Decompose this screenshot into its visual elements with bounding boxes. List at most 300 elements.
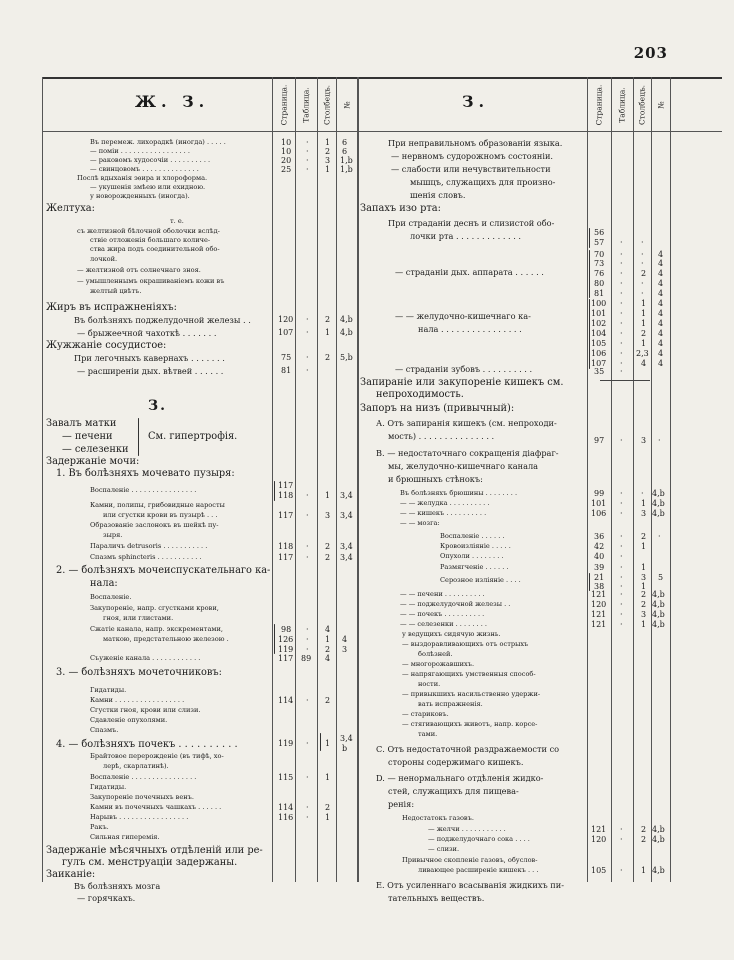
- right-number-cell: 105: [591, 339, 607, 348]
- left-line: Сжатіе канала, напр. экскрементами,: [90, 625, 223, 633]
- left-line: Брайтовое перерожденіе (въ тифѣ, хо-: [90, 752, 224, 760]
- brace-seroznoe: [589, 573, 590, 591]
- right-number-cell: 5: [658, 573, 664, 582]
- left-number-cell: 114: [278, 696, 294, 705]
- brace-desny: [589, 228, 590, 248]
- right-line: Въ болѣзняхъ брюшины . . . . . . . .: [400, 489, 518, 497]
- left-line: гулъ см. менструаціи задержаны.: [62, 857, 238, 868]
- left-header-title: Ж. З.: [135, 92, 210, 111]
- right-number-cell: 3: [641, 509, 647, 518]
- left-number-cell: 20: [281, 156, 292, 165]
- right-line: — поджелудочнаго сока . . . .: [428, 835, 530, 843]
- right-line: Запоръ на низъ (привычный):: [360, 403, 515, 414]
- left-line: — печени: [62, 431, 113, 442]
- left-line: Закупореніе, напр. сгустками крови,: [90, 604, 219, 612]
- right-number-cell: 4,b: [652, 620, 665, 629]
- left-line: маткою, предстательною железою .: [103, 635, 229, 643]
- left-line: ства жира подъ соединительной обо-: [90, 245, 220, 253]
- left-number-cell: 117: [278, 553, 294, 562]
- right-line: — — селезенки . . . . . . . .: [400, 620, 488, 628]
- left-line: Камни, полипы, грибовидные наросты: [90, 501, 225, 509]
- left-number-cell: 1: [325, 773, 331, 782]
- left-header-table: Таблица.: [301, 87, 311, 123]
- left-number-cell: 81: [281, 366, 292, 375]
- left-number-cell: ·: [306, 803, 309, 812]
- left-line: — расширеніи дых. вѣтвей . . . . . .: [77, 366, 224, 376]
- right-number-cell: 121: [591, 620, 607, 629]
- right-line: и брюшныхъ стѣнокъ:: [388, 474, 483, 484]
- right-number-cell: 80: [594, 279, 605, 288]
- right-line: стороны содержимаго кишекъ.: [388, 757, 524, 767]
- left-number-cell: ·: [306, 739, 309, 748]
- right-line: А. Отъ запиранія кишекъ (см. непроходи-: [376, 418, 557, 428]
- left-number-cell: ·: [306, 353, 309, 362]
- page-number: 203: [633, 44, 668, 62]
- right-line: D. — ненормальнаго отдѣленія жидко-: [376, 773, 544, 783]
- left-number-cell: 3: [325, 511, 331, 520]
- brace-zheludok: [589, 299, 590, 369]
- right-line: Опухоли . . . . . . . .: [440, 552, 504, 560]
- right-line: тательныхъ веществъ.: [388, 893, 485, 903]
- left-line: ствіе отложенія большаго количе-: [90, 236, 211, 244]
- right-number-cell: ·: [620, 359, 623, 368]
- right-line: ренія:: [388, 799, 415, 809]
- right-number-cell: 121: [591, 825, 607, 834]
- right-number-cell: 1: [641, 319, 647, 328]
- right-number-cell: 4,b: [652, 499, 665, 508]
- top-rule: [42, 77, 722, 79]
- left-number-cell: 89: [301, 654, 312, 663]
- right-line: — страданіи зубовъ . . . . . . . . . .: [395, 364, 533, 374]
- right-number-cell: 1: [641, 620, 647, 629]
- right-number-cell: 4: [658, 349, 664, 358]
- left-number-cell: 1: [325, 165, 331, 174]
- left-number-cell: 6: [342, 138, 348, 147]
- left-line: Жужжаніе сосудистое:: [46, 340, 167, 351]
- left-number-cell: ·: [306, 165, 309, 174]
- left-line: гноя, или глистами.: [103, 614, 174, 622]
- right-number-cell: ·: [641, 250, 644, 259]
- right-number-cell: 2: [641, 600, 647, 609]
- right-number-cell: 4: [658, 359, 664, 368]
- left-number-cell: 4,b: [340, 315, 353, 324]
- right-number-cell: ·: [620, 590, 623, 599]
- left-number-cell: 4: [325, 625, 331, 634]
- left-number-cell: 1: [325, 739, 331, 748]
- left-line: Сгустки гноя, крови или слизи.: [90, 706, 201, 714]
- right-line: мы, желудочно-кишечнаго канала: [388, 461, 539, 471]
- left-line: Спазмъ sphincteris . . . . . . . . . . .: [90, 553, 202, 561]
- right-number-cell: 1: [641, 563, 647, 572]
- right-number-cell: 36: [594, 532, 605, 541]
- section-heading-z: З.: [148, 398, 167, 414]
- left-number-cell: 118: [278, 491, 294, 500]
- right-line: — страданіи дых. аппарата . . . . . .: [395, 267, 544, 277]
- left-number-cell: 117: [278, 654, 294, 663]
- right-line: — слабости или нечувствительности: [391, 164, 551, 174]
- right-line: — — кишекъ . . . . . . . . . .: [400, 509, 487, 517]
- left-line: 2. — болѣзняхъ мочеиспускательнаго ка-: [56, 565, 271, 576]
- left-number-cell: 3: [342, 645, 348, 654]
- left-header-column: Столбецъ.: [322, 84, 332, 126]
- right-line: Запахъ изо рта:: [360, 203, 441, 214]
- right-number-cell: 4: [658, 329, 664, 338]
- right-line: — стягивающихъ животъ, напр. корсе-: [402, 720, 538, 728]
- right-header-column: Столбецъ.: [637, 84, 647, 126]
- right-number-cell: ·: [658, 532, 661, 541]
- right-number-cell: ·: [620, 610, 623, 619]
- right-table-border: [670, 77, 671, 882]
- right-header-table: Таблица.: [617, 87, 627, 123]
- left-number-cell: 1: [325, 491, 331, 500]
- left-number-cell: ·: [306, 773, 309, 782]
- right-number-cell: 1: [641, 309, 647, 318]
- right-line: шенія словъ.: [410, 190, 466, 200]
- left-number-cell: 120: [278, 315, 294, 324]
- right-number-cell: 4,b: [652, 509, 665, 518]
- right-number-cell: 35: [594, 367, 605, 376]
- right-line: тами.: [418, 730, 438, 738]
- left-line: лочкой.: [90, 255, 118, 263]
- right-number-cell: ·: [620, 600, 623, 609]
- right-number-cell: ·: [620, 349, 623, 358]
- right-number-cell: ·: [620, 499, 623, 508]
- right-number-cell: 4: [641, 359, 647, 368]
- left-col-divider-page: [272, 77, 273, 882]
- right-number-cell: 4,b: [652, 835, 665, 844]
- right-line: — — мозга:: [400, 519, 440, 527]
- left-header-page: Страница.: [279, 84, 289, 126]
- right-line: Кровоизліяніе . . . . .: [440, 542, 511, 550]
- right-line: Запираніе или закупореніе кишекъ см.: [360, 377, 564, 388]
- right-col-divider-number: [651, 77, 652, 882]
- left-line: — укушенія змѣею или ехидною.: [90, 183, 206, 191]
- left-line: Камни . . . . . . . . . . . . . . . . .: [90, 696, 185, 704]
- brace-pochki: [320, 733, 321, 751]
- left-number-cell: 4,b: [340, 328, 353, 337]
- left-number-cell: 1: [325, 635, 331, 644]
- left-number-cell: ·: [306, 645, 309, 654]
- left-line: — свинцовомъ . . . . . . . . . . . . . .: [90, 165, 199, 173]
- left-line: 4. — болѣзняхъ почекъ . . . . . . . . . .: [56, 739, 238, 750]
- right-number-cell: 106: [591, 509, 607, 518]
- left-number-cell: 6: [342, 147, 348, 156]
- right-number-cell: 4: [658, 250, 664, 259]
- right-number-cell: ·: [641, 259, 644, 268]
- left-number-cell: 75: [281, 353, 292, 362]
- left-number-cell: 2: [325, 803, 331, 812]
- left-number-cell: ·: [306, 635, 309, 644]
- left-number-cell: 117: [278, 511, 294, 520]
- left-line: зыря.: [103, 531, 123, 539]
- left-number-cell: ·: [306, 813, 309, 822]
- left-number-cell: 1,b: [340, 156, 353, 165]
- left-number-cell: ·: [306, 696, 309, 705]
- right-number-cell: 2,3: [636, 349, 649, 358]
- left-line: Гидатиды.: [90, 783, 127, 791]
- right-number-cell: ·: [620, 620, 623, 629]
- right-number-cell: 2: [641, 590, 647, 599]
- left-number-cell: 3,4: [340, 542, 353, 551]
- right-line: ливающее расширеніе кишекъ . . .: [418, 866, 539, 874]
- right-number-cell: 120: [591, 600, 607, 609]
- right-number-cell: ·: [620, 509, 623, 518]
- right-number-cell: 2: [641, 825, 647, 834]
- left-number-cell: 25: [281, 165, 292, 174]
- right-number-cell: ·: [620, 279, 623, 288]
- right-number-cell: ·: [620, 289, 623, 298]
- left-number-cell: b: [342, 744, 348, 753]
- right-number-cell: 2: [641, 835, 647, 844]
- right-number-cell: 4: [658, 339, 664, 348]
- left-number-cell: ·: [306, 542, 309, 551]
- left-line: или сгустки крови въ пузырѣ . . .: [103, 511, 218, 519]
- right-number-cell: ·: [620, 573, 623, 582]
- right-number-cell: ·: [620, 866, 623, 875]
- left-number-cell: ·: [306, 147, 309, 156]
- left-line: желтый цвѣтъ.: [90, 287, 142, 295]
- left-line: Спазмъ.: [90, 726, 119, 734]
- right-number-cell: 104: [591, 329, 607, 338]
- left-line: Съуженіе канала . . . . . . . . . . . .: [90, 654, 201, 662]
- right-line: стей, служащихъ для пищева-: [388, 786, 519, 796]
- right-line: Привычное скопленіе газовъ, обуслов-: [402, 856, 538, 864]
- right-number-cell: ·: [620, 259, 623, 268]
- left-line: Гидатиды.: [90, 686, 127, 694]
- right-number-cell: 4: [658, 259, 664, 268]
- right-col-divider-page: [587, 77, 588, 882]
- left-line: Сильная гиперемія.: [90, 833, 160, 841]
- left-number-cell: ·: [306, 366, 309, 375]
- right-number-cell: 3: [641, 610, 647, 619]
- right-number-cell: ·: [641, 289, 644, 298]
- left-number-cell: 10: [281, 147, 292, 156]
- right-number-cell: ·: [620, 269, 623, 278]
- right-number-cell: ·: [641, 489, 644, 498]
- left-number-cell: 119: [278, 739, 294, 748]
- right-line: Размягченіе . . . . . .: [440, 563, 509, 571]
- right-number-cell: 101: [591, 499, 607, 508]
- right-number-cell: 102: [591, 319, 607, 328]
- right-line: — — желудочно-кишечнаго ка-: [395, 311, 531, 321]
- right-number-cell: ·: [620, 339, 623, 348]
- left-line: Желтуха:: [46, 203, 95, 214]
- left-line: — горячкахъ.: [77, 893, 136, 903]
- right-number-cell: ·: [620, 835, 623, 844]
- right-line: ности.: [418, 680, 441, 688]
- right-number-cell: 120: [591, 835, 607, 844]
- left-line: Нарывъ . . . . . . . . . . . . . . . . .: [90, 813, 189, 821]
- left-number-cell: 3,4: [340, 553, 353, 562]
- right-line: непроходимость.: [376, 389, 464, 400]
- left-line: нала:: [90, 578, 118, 589]
- right-number-cell: 38: [594, 582, 605, 591]
- left-line: — поміи . . . . . . . . . . . . . . . . .: [90, 147, 190, 155]
- right-number-cell: ·: [620, 436, 623, 445]
- left-number-cell: 2: [325, 542, 331, 551]
- brace-szhatie: [274, 624, 275, 654]
- left-number-cell: 3,4: [340, 734, 353, 743]
- right-line: — привыкшихъ насильственно удержи-: [402, 690, 541, 698]
- right-number-cell: 1: [641, 299, 647, 308]
- right-number-cell: 106: [591, 349, 607, 358]
- right-line: — выздоравливающихъ отъ острыхъ: [402, 640, 529, 648]
- right-header-title: З.: [462, 92, 490, 111]
- left-line: Жиръ въ испражненіяхъ:: [46, 302, 177, 313]
- left-line: Сдавленіе опухолями.: [90, 716, 168, 724]
- right-line: — — поджелудочной железы . .: [400, 600, 511, 608]
- right-number-cell: ·: [620, 367, 623, 376]
- right-number-cell: 1: [641, 866, 647, 875]
- left-line: Въ болѣзняхъ мозга: [74, 881, 161, 891]
- right-number-cell: 1: [641, 542, 647, 551]
- right-number-cell: ·: [620, 542, 623, 551]
- right-number-cell: ·: [620, 552, 623, 561]
- right-number-cell: ·: [658, 436, 661, 445]
- header-rule: [42, 131, 722, 132]
- right-number-cell: 40: [594, 552, 605, 561]
- left-number-cell: 115: [278, 773, 294, 782]
- right-number-cell: 2: [641, 532, 647, 541]
- right-number-cell: 4,b: [652, 866, 665, 875]
- right-header-page: Страница.: [594, 84, 604, 126]
- left-number-cell: ·: [306, 553, 309, 562]
- right-number-cell: 121: [591, 610, 607, 619]
- right-line: Воспаленіе . . . . . .: [440, 532, 505, 540]
- brace-zaval: [138, 418, 139, 456]
- right-number-cell: ·: [620, 825, 623, 834]
- left-line: 1. Въ болѣзняхъ мочевато пузыря:: [56, 468, 235, 479]
- left-number-cell: 1: [325, 813, 331, 822]
- left-table-border: [42, 77, 43, 882]
- left-line: — селезенки: [62, 444, 129, 455]
- left-number-cell: 3,4: [340, 511, 353, 520]
- right-line: С. Отъ недостаточной раздражаемости со: [376, 744, 560, 754]
- left-number-cell: 2: [325, 353, 331, 362]
- right-line: нала . . . . . . . . . . . . . . . .: [418, 324, 522, 334]
- right-number-cell: 4,b: [652, 489, 665, 498]
- right-number-cell: 42: [594, 542, 605, 551]
- left-number-cell: 117: [278, 481, 294, 490]
- right-line: — слизи.: [428, 845, 460, 853]
- left-line: Образованіе заслонокъ въ шейкѣ пу-: [90, 521, 219, 529]
- left-header-number: №: [342, 101, 352, 109]
- left-number-cell: 4: [342, 635, 348, 644]
- left-line: — брыжеечной чахоткѣ . . . . . . .: [77, 328, 217, 338]
- left-col-divider-number: [336, 77, 337, 882]
- left-number-cell: 114: [278, 803, 294, 812]
- left-number-cell: ·: [306, 156, 309, 165]
- left-line: у новорожденныхъ (иногда).: [90, 192, 190, 200]
- right-number-cell: 4,b: [652, 590, 665, 599]
- right-number-cell: 4,b: [652, 610, 665, 619]
- left-line: Заиканіе:: [46, 869, 96, 880]
- left-line: Ракъ.: [90, 823, 109, 831]
- right-number-cell: 2: [641, 269, 647, 278]
- left-line: Задержаніе мочи:: [46, 456, 140, 467]
- right-number-cell: 4,b: [652, 825, 665, 834]
- left-line: — желтизной отъ солнечнаго зноя.: [77, 266, 201, 274]
- right-col-divider-table: [611, 77, 612, 882]
- left-number-cell: 2: [325, 553, 331, 562]
- right-number-cell: 105: [591, 866, 607, 875]
- right-line: — нервномъ судорожномъ состояніи.: [391, 151, 554, 161]
- left-line: Воспаленіе . . . . . . . . . . . . . . . .: [90, 486, 197, 494]
- left-number-cell: 118: [278, 542, 294, 551]
- left-line: Воспаленіе.: [90, 593, 132, 601]
- left-number-cell: 107: [278, 328, 294, 337]
- left-number-cell: 126: [278, 635, 294, 644]
- left-line: съ желтизной бѣлочной оболочки вслѣд-: [77, 227, 220, 235]
- left-line: Въ перемеж. лихорадкѣ (иногда) . . . . .: [90, 138, 226, 146]
- left-number-cell: 1,b: [340, 165, 353, 174]
- right-number-cell: 4: [658, 289, 664, 298]
- right-line: E. Отъ усиленнаго всасыванія жидкихъ пи-: [376, 880, 564, 890]
- right-number-cell: 76: [594, 269, 605, 278]
- left-line: Задержаніе мѣсячныхъ отдѣленій или ре-: [46, 845, 263, 856]
- brace-vospalenie: [274, 481, 275, 501]
- right-number-cell: ·: [620, 319, 623, 328]
- right-number-cell: 39: [594, 563, 605, 572]
- left-line: т. е.: [170, 217, 184, 225]
- left-number-cell: 119: [278, 645, 294, 654]
- right-col-divider-column: [633, 77, 634, 882]
- right-number-cell: ·: [620, 238, 623, 247]
- right-number-cell: ·: [620, 489, 623, 498]
- right-number-cell: 4: [658, 279, 664, 288]
- left-line: Завалъ матки: [46, 418, 117, 429]
- left-number-cell: 2: [325, 696, 331, 705]
- right-number-cell: ·: [641, 279, 644, 288]
- left-number-cell: ·: [306, 328, 309, 337]
- left-line: См. гипертрофія.: [148, 431, 238, 442]
- left-line: Камни въ почечныхъ чашкахъ . . . . . .: [90, 803, 222, 811]
- right-number-cell: 56: [594, 228, 605, 237]
- left-number-cell: 2: [325, 645, 331, 654]
- right-number-cell: 57: [594, 238, 605, 247]
- right-number-cell: 101: [591, 309, 607, 318]
- right-line: При неправильномъ образованіи языка.: [388, 138, 563, 148]
- right-number-cell: ·: [620, 309, 623, 318]
- right-number-cell: 4,b: [652, 600, 665, 609]
- right-number-cell: 4: [658, 299, 664, 308]
- right-line: Серозное изліяніе . . . .: [440, 576, 521, 584]
- left-number-cell: 3,4: [340, 491, 353, 500]
- right-number-cell: ·: [620, 532, 623, 541]
- right-number-cell: 4: [658, 319, 664, 328]
- left-number-cell: 10: [281, 138, 292, 147]
- right-number-cell: 1: [641, 582, 647, 591]
- right-line: — — почекъ . . . . . . . . . .: [400, 610, 485, 618]
- left-line: При легочныхъ кавернахъ . . . . . . .: [74, 353, 225, 363]
- right-number-cell: 97: [594, 436, 605, 445]
- right-line: — напрягающихъ умственныя способ-: [402, 670, 536, 678]
- left-number-cell: ·: [306, 625, 309, 634]
- right-line: — — печени . . . . . . . . . .: [400, 590, 485, 598]
- left-number-cell: 5,b: [340, 353, 353, 362]
- rule-after-zuby: [600, 380, 650, 381]
- right-line: — — желудка . . . . . . . . . .: [400, 499, 490, 507]
- right-number-cell: 99: [594, 489, 605, 498]
- right-number-cell: 1: [641, 339, 647, 348]
- right-number-cell: 21: [594, 573, 605, 582]
- right-number-cell: 4: [658, 309, 664, 318]
- left-line: 3. — болѣзняхъ мочеточниковъ:: [56, 667, 222, 678]
- right-line: мость) . . . . . . . . . . . . . . .: [388, 431, 495, 441]
- left-line: — умышленнымъ окрашиваніемъ кожи въ: [77, 277, 225, 285]
- right-number-cell: ·: [620, 563, 623, 572]
- left-line: Послѣ вдыханія эѳира и хлороформа.: [77, 174, 208, 182]
